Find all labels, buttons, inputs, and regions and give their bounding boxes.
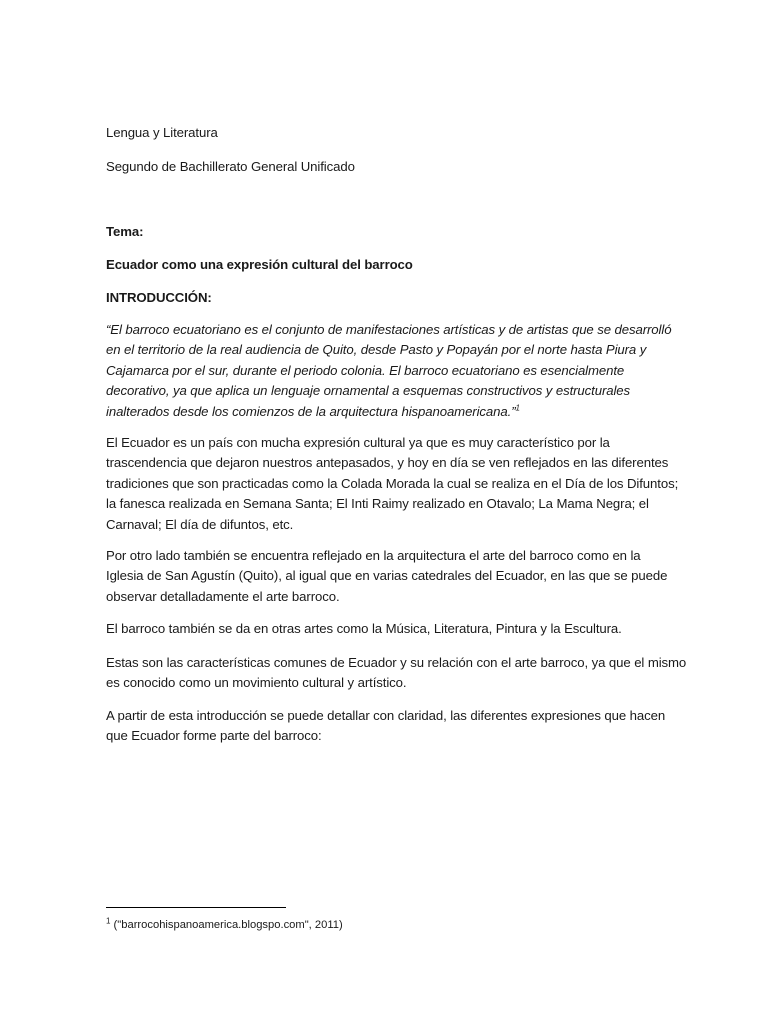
paragraph-line: trascendencia que dejaron nuestros antepasados, y hoy en día se ven reflejados en las diferentes — [106, 455, 669, 471]
footnote — [106, 917, 343, 933]
paragraph-line: A partir de esta introducción se puede detallar con claridad, las diferentes expresiones que hacen — [106, 708, 666, 723]
paragraph-other-arts — [106, 619, 662, 639]
paragraph-line: El barroco también se da en otras artes como la Música, Literatura, Pintura y la Escultura. — [106, 621, 622, 636]
paragraph-line: Iglesia de San Agustín (Quito), al igual que en varias catedrales del Ecuador, en las que se puede — [106, 568, 668, 584]
intro-quote — [106, 320, 672, 422]
paragraph-line: Carnaval; El día de difuntos, etc. — [106, 516, 294, 532]
quote-footnote-mark: 1 — [515, 403, 520, 413]
paragraph-traditions — [106, 433, 679, 535]
subject-line: Lengua y Literatura — [106, 125, 218, 140]
quote-line: Cajamarca por el sur, durante el periodo colonia. El barroco ecuatoriano es esencialmente — [106, 362, 625, 378]
course-line: Segundo de Bachillerato General Unificado — [106, 159, 355, 174]
footnote-divider — [106, 907, 286, 908]
paragraph-line: observar detalladamente el arte barroco. — [106, 588, 340, 604]
paragraph-characteristics — [106, 653, 687, 694]
paragraph-line: tradiciones que son practicadas como la Colada Morada la cual se realiza en el Día de los Difuntos; — [106, 475, 679, 491]
footnote-mark: 1 — [106, 916, 111, 926]
tema-label: Tema: — [106, 224, 144, 239]
quote-line: decorativo, ya que aplica un lenguaje ornamental a esquemas constructivos y estructurales — [106, 383, 631, 399]
paragraph-line: Estas son las características comunes de Ecuador y su relación con el arte barroco, ya que el mismo — [106, 655, 687, 670]
intro-heading: INTRODUCCIÓN: — [106, 290, 212, 305]
paragraph-conclusion — [106, 706, 666, 747]
paragraph-line: la fanesca realizada en Semana Santa; El Inti Raimy realizado en Otavalo; La Mama Negra; el — [106, 496, 649, 512]
paragraph-line: que Ecuador forme parte del barroco: — [106, 728, 322, 744]
paragraph-line: es conocido como un movimiento cultural y artístico. — [106, 675, 407, 691]
paragraph-line: El Ecuador es un país con mucha expresión cultural ya que es muy característico por la — [106, 435, 610, 450]
paragraph-line: Por otro lado también se encuentra reflejado en la arquitectura el arte del barroco como en la — [106, 548, 641, 563]
quote-line-last — [106, 402, 662, 422]
quote-line: en el territorio de la real audiencia de Quito, desde Pasto y Popayán por el norte hasta Piura y — [106, 342, 647, 358]
tema-title: Ecuador como una expresión cultural del barroco — [106, 257, 413, 272]
footnote-text: ("barrocohispanoamerica.blogspo.com", 2011) — [110, 919, 343, 931]
quote-line-text: inalterados desde los comienzos de la arquitectura hispanoamericana.” — [106, 403, 516, 419]
paragraph-architecture — [106, 546, 668, 607]
quote-line: “El barroco ecuatoriano es el conjunto de manifestaciones artísticas y de artistas que se desarrolló — [106, 322, 672, 337]
